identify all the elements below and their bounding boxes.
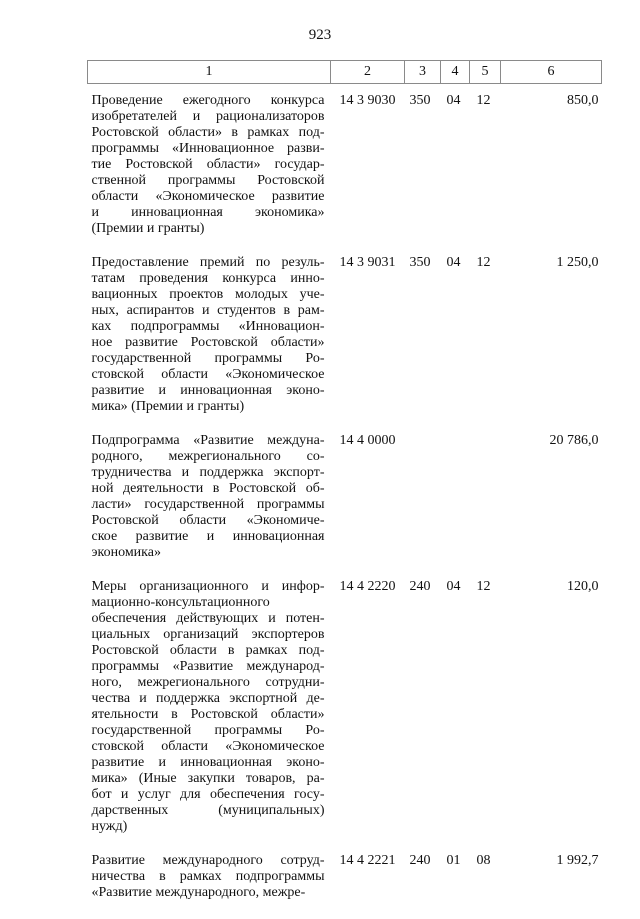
row-target-article: 14 4 0000 — [331, 433, 405, 579]
row-name-line: программы «Инновационное разви- — [92, 141, 325, 157]
row-name-line: ятельности в Ростовской области» — [92, 707, 325, 723]
page-number: 923 — [0, 27, 640, 44]
row-name-line: и инновационная экономика» — [92, 205, 325, 221]
row-amount: 850,0 — [501, 84, 602, 256]
table-row — [88, 84, 602, 256]
row-name-line: чества и поддержка экспортной де- — [92, 691, 325, 707]
column-header-target-article: 2 — [331, 61, 405, 84]
row-name-line: развитие и инновационная эконо- — [92, 383, 325, 399]
row-target-article: 14 4 2221 — [331, 853, 405, 919]
row-amount: 1 992,7 — [501, 853, 602, 919]
table-row — [88, 853, 602, 919]
row-name-line: стовской области «Экономическое — [92, 739, 325, 755]
row-amount: 120,0 — [501, 579, 602, 853]
row-name-line: мика» (Иные закупки товаров, ра- — [92, 771, 325, 787]
row-subsection: 08 — [470, 853, 501, 919]
column-header-subsection: 5 — [470, 61, 501, 84]
column-header-amount: 6 — [501, 61, 602, 84]
row-subsection: 12 — [470, 84, 501, 256]
table-row — [88, 255, 602, 433]
row-section — [441, 433, 470, 579]
row-expense-type: 350 — [405, 84, 441, 256]
row-name-cell — [88, 255, 331, 433]
row-name-line: дарственных (муниципальных) — [92, 803, 325, 819]
row-name-line: татам проведения конкурса инно- — [92, 271, 325, 287]
row-name-line: бот и услуг для обеспечения госу- — [92, 787, 325, 803]
row-name-line: Подпрограмма «Развитие междуна- — [92, 433, 325, 449]
table-body — [88, 84, 602, 919]
row-expense-type: 350 — [405, 255, 441, 433]
row-name-line: Ростовской области в рамках под- — [92, 643, 325, 659]
row-name-line: ках подпрограммы «Инновацион- — [92, 319, 325, 335]
row-name-line: мационно-консультационного — [92, 595, 325, 611]
row-name-line: Ростовской области» в рамках под- — [92, 125, 325, 141]
row-name-line: Ростовской области «Экономиче- — [92, 513, 325, 529]
table-header-row — [88, 61, 602, 84]
row-subsection: 12 — [470, 579, 501, 853]
row-target-article: 14 3 9031 — [331, 255, 405, 433]
row-expense-type — [405, 433, 441, 579]
row-target-article: 14 3 9030 — [331, 84, 405, 256]
row-name-line: Меры организационного и инфор- — [92, 579, 325, 595]
row-name-line: обеспечения действующих и потен- — [92, 611, 325, 627]
row-name-line: ной деятельности в Ростовской об- — [92, 481, 325, 497]
row-name-line: развитие и инновационная эконо- — [92, 755, 325, 771]
row-subsection: 12 — [470, 255, 501, 433]
row-amount: 1 250,0 — [501, 255, 602, 433]
row-name-line: родного, межрегионального со- — [92, 449, 325, 465]
row-expense-type: 240 — [405, 853, 441, 919]
row-name-cell — [88, 84, 331, 256]
row-name-line: мика» (Премии и гранты) — [92, 399, 325, 415]
row-section: 04 — [441, 579, 470, 853]
row-name-line: ничества в рамках подпрограммы — [92, 869, 325, 885]
row-name-line: (Премии и гранты) — [92, 221, 325, 237]
row-name-line: «Развитие международного, межре- — [92, 885, 325, 901]
row-amount: 20 786,0 — [501, 433, 602, 579]
row-expense-type: 240 — [405, 579, 441, 853]
row-name-line: вационных проектов молодых уче- — [92, 287, 325, 303]
row-section: 01 — [441, 853, 470, 919]
row-name-line: Предоставление премий по резуль- — [92, 255, 325, 271]
column-header-expense-type: 3 — [405, 61, 441, 84]
row-name-line: области «Экономическое развитие — [92, 189, 325, 205]
row-name-line: трудничества и поддержка экспорт- — [92, 465, 325, 481]
column-header-name: 1 — [88, 61, 331, 84]
row-name-line: стовской области «Экономическое — [92, 367, 325, 383]
row-name-cell — [88, 433, 331, 579]
row-name-line: экономика» — [92, 545, 325, 561]
row-name-line: нужд) — [92, 819, 325, 835]
row-name-line: изобретателей и рационализаторов — [92, 109, 325, 125]
row-name-line: ное развитие Ростовской области» — [92, 335, 325, 351]
table-row — [88, 579, 602, 853]
row-section: 04 — [441, 84, 470, 256]
row-name-line: ного, межрегионального сотрудни- — [92, 675, 325, 691]
row-name-line: ственной программы Ростовской — [92, 173, 325, 189]
row-name-line: тие Ростовской области» государ- — [92, 157, 325, 173]
row-section: 04 — [441, 255, 470, 433]
row-name-line: ское развитие и инновационная — [92, 529, 325, 545]
row-name-line: Развитие международного сотруд- — [92, 853, 325, 869]
row-name-line: государственной программы Ро- — [92, 351, 325, 367]
budget-table — [87, 60, 602, 919]
row-target-article: 14 4 2220 — [331, 579, 405, 853]
row-name-line: государственной программы Ро- — [92, 723, 325, 739]
row-name-line: ласти» государственной программы — [92, 497, 325, 513]
table-row — [88, 433, 602, 579]
row-name-line: Проведение ежегодного конкурса — [92, 93, 325, 109]
row-name-line: ных, аспирантов и студентов в рам- — [92, 303, 325, 319]
row-subsection — [470, 433, 501, 579]
row-name-line: программы «Развитие международ- — [92, 659, 325, 675]
row-name-cell — [88, 579, 331, 853]
row-name-cell — [88, 853, 331, 919]
row-name-line: циальных организаций экспортеров — [92, 627, 325, 643]
column-header-section: 4 — [441, 61, 470, 84]
